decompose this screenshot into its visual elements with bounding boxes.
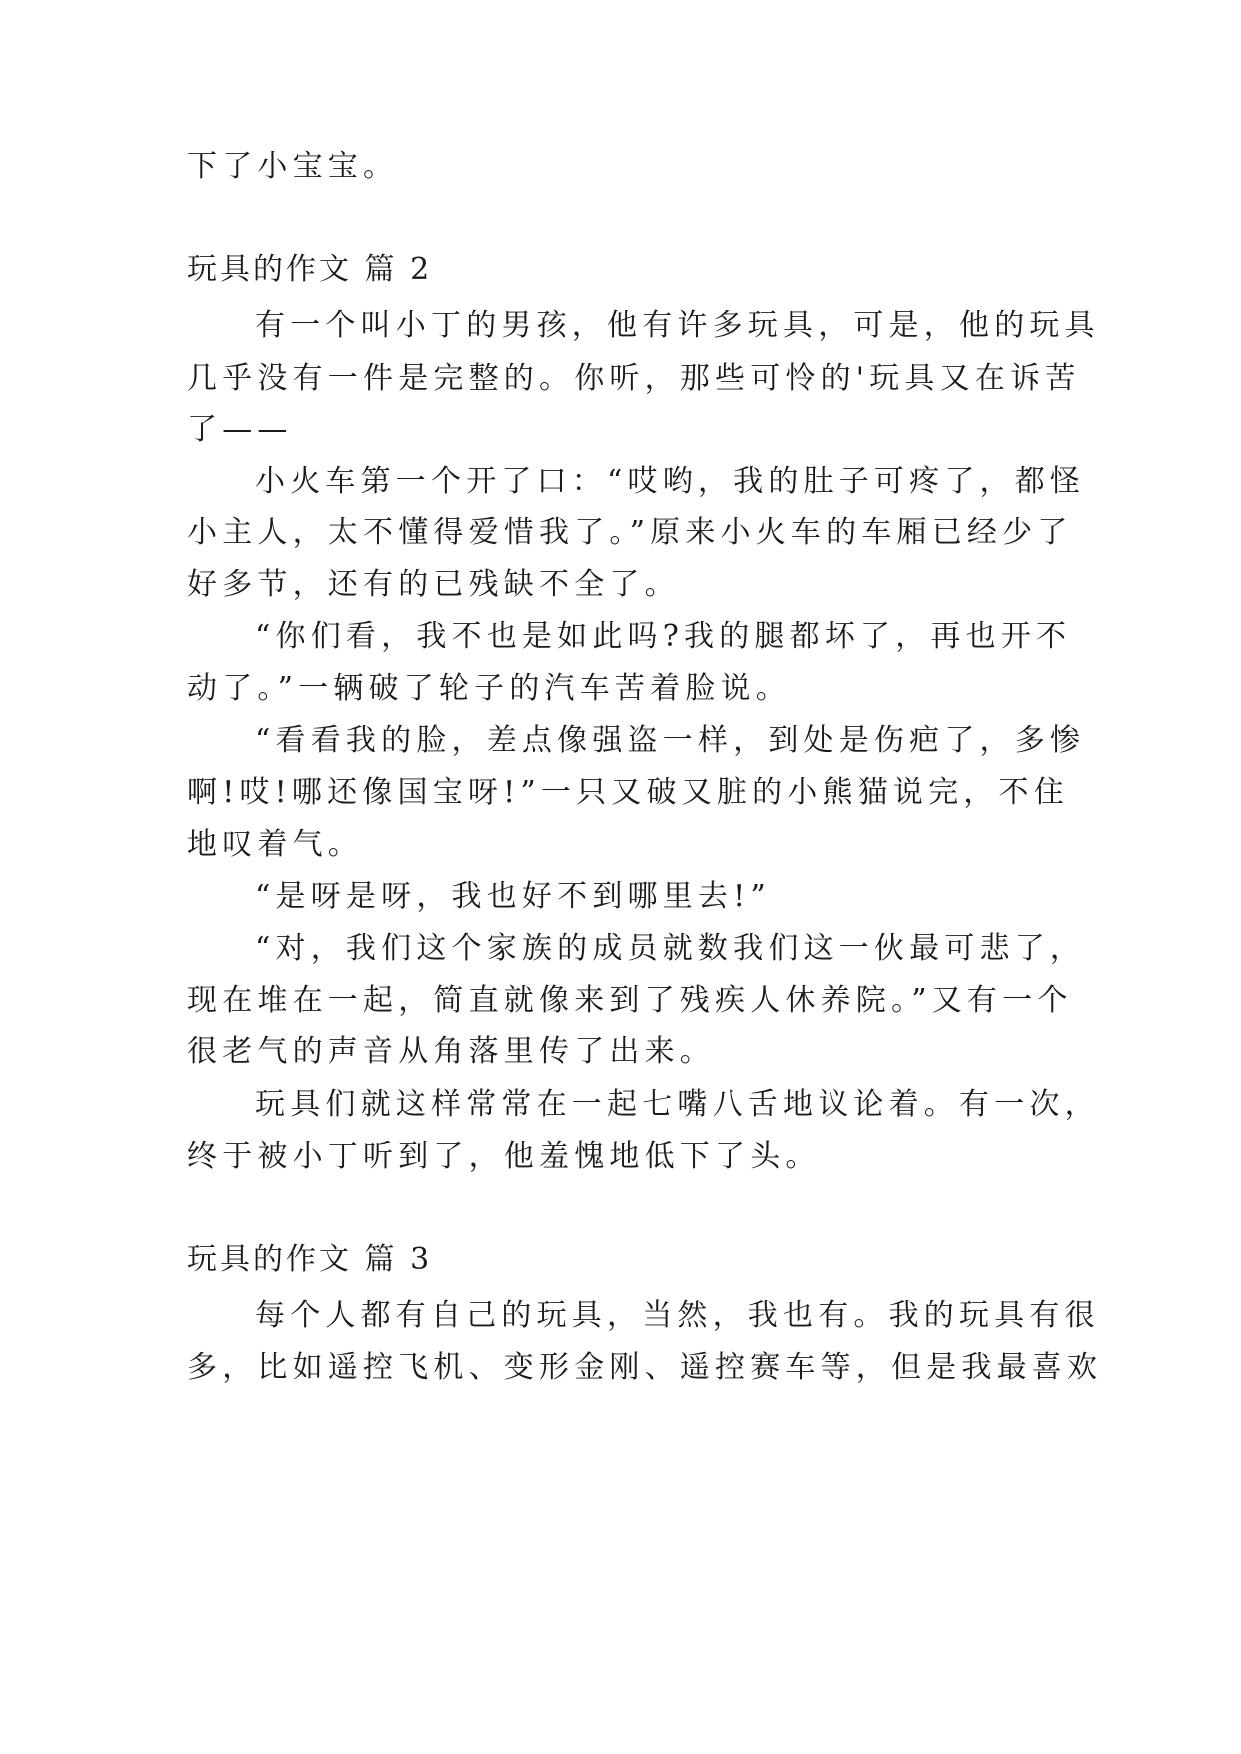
section-heading: 玩具的作文 篇 2 xyxy=(187,252,433,287)
text-line: 玩具们就这样常常在一起七嘴八舌地议论着。有一次， xyxy=(255,1087,1100,1122)
text-line: 小主人，太不懂得爱惜我了。”原来小火车的车厢已经少了 xyxy=(187,515,1073,550)
text-line: 几乎没有一件是完整的。你听，那些可怜的'玩具又在诉苦 xyxy=(187,361,1081,396)
text-line: 终于被小丁听到了，他羞愧地低下了头。 xyxy=(187,1139,821,1174)
text-line: 好多节，还有的已残缺不全了。 xyxy=(187,567,680,602)
text-line: 小火车第一个开了口：“哎哟，我的肚子可疼了，都怪 xyxy=(255,464,1086,499)
text-line: 地叹着气。 xyxy=(187,827,363,862)
text-line: “看看我的脸，差点像强盗一样，到处是伤疤了，多惨 xyxy=(255,723,1086,758)
text-line: 每个人都有自己的玩具，当然，我也有。我的玩具有很 xyxy=(255,1298,1100,1333)
text-line: 有一个叫小丁的男孩，他有许多玩具，可是，他的玩具 xyxy=(255,308,1100,343)
text-line: “你们看，我不也是如此吗?我的腿都坏了，再也开不 xyxy=(255,619,1072,654)
text-line: 现在堆在一起，简直就像来到了残疾人休养院。”又有一个 xyxy=(187,983,1073,1018)
section-heading: 玩具的作文 篇 3 xyxy=(187,1242,433,1277)
text-line: “对，我们这个家族的成员就数我们这一伙最可悲了， xyxy=(255,931,1086,966)
text-line: 下了小宝宝。 xyxy=(187,149,399,184)
text-line: 啊!哎!哪还像国宝呀!”一只又破又脏的小熊猫说完，不住 xyxy=(187,775,1069,810)
text-line: “是呀是呀，我也好不到哪里去!” xyxy=(255,879,771,914)
text-line: 动了。”一辆破了轮子的汽车苦着脸说。 xyxy=(187,671,791,706)
text-line: 多，比如遥控飞机、变形金刚、遥控赛车等，但是我最喜欢 xyxy=(187,1350,1103,1385)
text-line: 很老气的声音从角落里传了出来。 xyxy=(187,1034,715,1069)
text-line: 了—— xyxy=(187,412,293,447)
